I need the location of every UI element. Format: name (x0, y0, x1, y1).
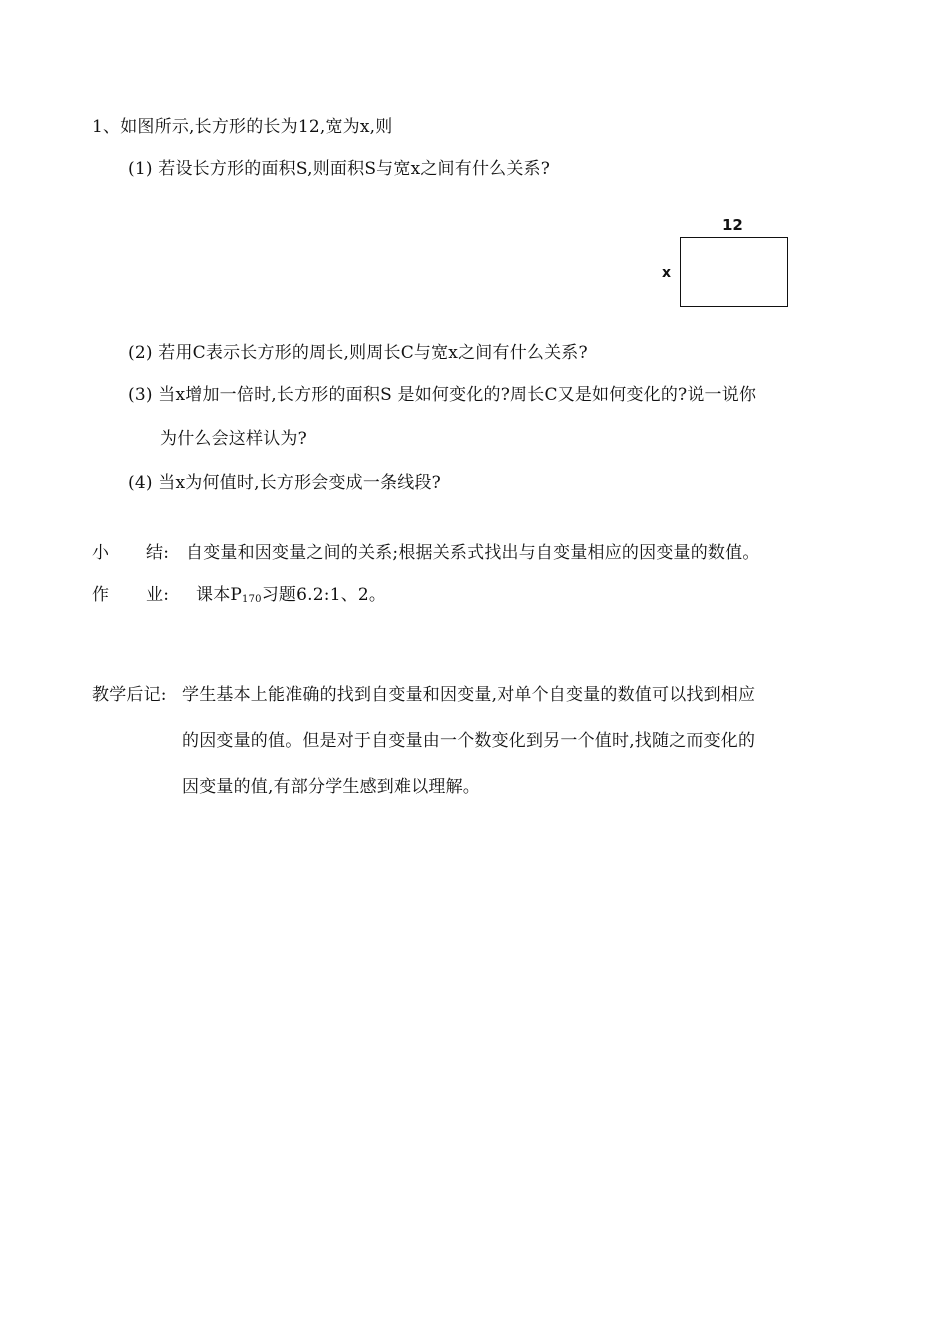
notes-line-2: 的因变量的值。但是对于自变量由一个数变化到另一个值时,找随之而变化的 (182, 731, 756, 751)
rectangle-length-label: 12 (722, 216, 743, 234)
homework-text-post: 习题6.2:1、2。 (261, 585, 387, 605)
homework-text-pre: 课本P (196, 585, 243, 605)
question-2: (2) 若用C表示长方形的周长,则周长C与宽x之间有什么关系? (128, 343, 588, 363)
homework-page-subscript: 170 (242, 594, 262, 605)
notes-row-1 (92, 684, 755, 706)
notes-line-3: 因变量的值,有部分学生感到难以理解。 (182, 777, 481, 797)
homework-row (92, 584, 386, 611)
rectangle-shape (680, 237, 788, 307)
notes-line-1: 学生基本上能准确的找到自变量和因变量,对单个自变量的数值可以找到相应 (182, 685, 756, 705)
question-1: (1) 若设长方形的面积S,则面积S与宽x之间有什么关系? (128, 159, 551, 179)
homework-label-2: 业: (146, 585, 170, 605)
rectangle-width-label: x (662, 265, 672, 281)
homework-label-1: 作 (92, 585, 110, 605)
question-3-line-1: (3) 当x增加一倍时,长方形的面积S 是如何变化的?周长C又是如何变化的?说一说你 (128, 385, 757, 405)
summary-row (92, 542, 760, 564)
question-4: (4) 当x为何值时,长方形会变成一条线段? (128, 473, 441, 493)
summary-label-1: 小 (92, 543, 110, 563)
question-3-line-2: 为什么会这样认为? (160, 429, 307, 449)
notes-label: 教学后记: (92, 685, 167, 705)
summary-label-2: 结: (146, 543, 170, 563)
summary-text: 自变量和因变量之间的关系;根据关系式找出与自变量相应的因变量的数值。 (186, 543, 760, 563)
rectangle-figure (658, 212, 798, 312)
problem-intro: 1、如图所示,长方形的长为12,宽为x,则 (92, 117, 393, 137)
